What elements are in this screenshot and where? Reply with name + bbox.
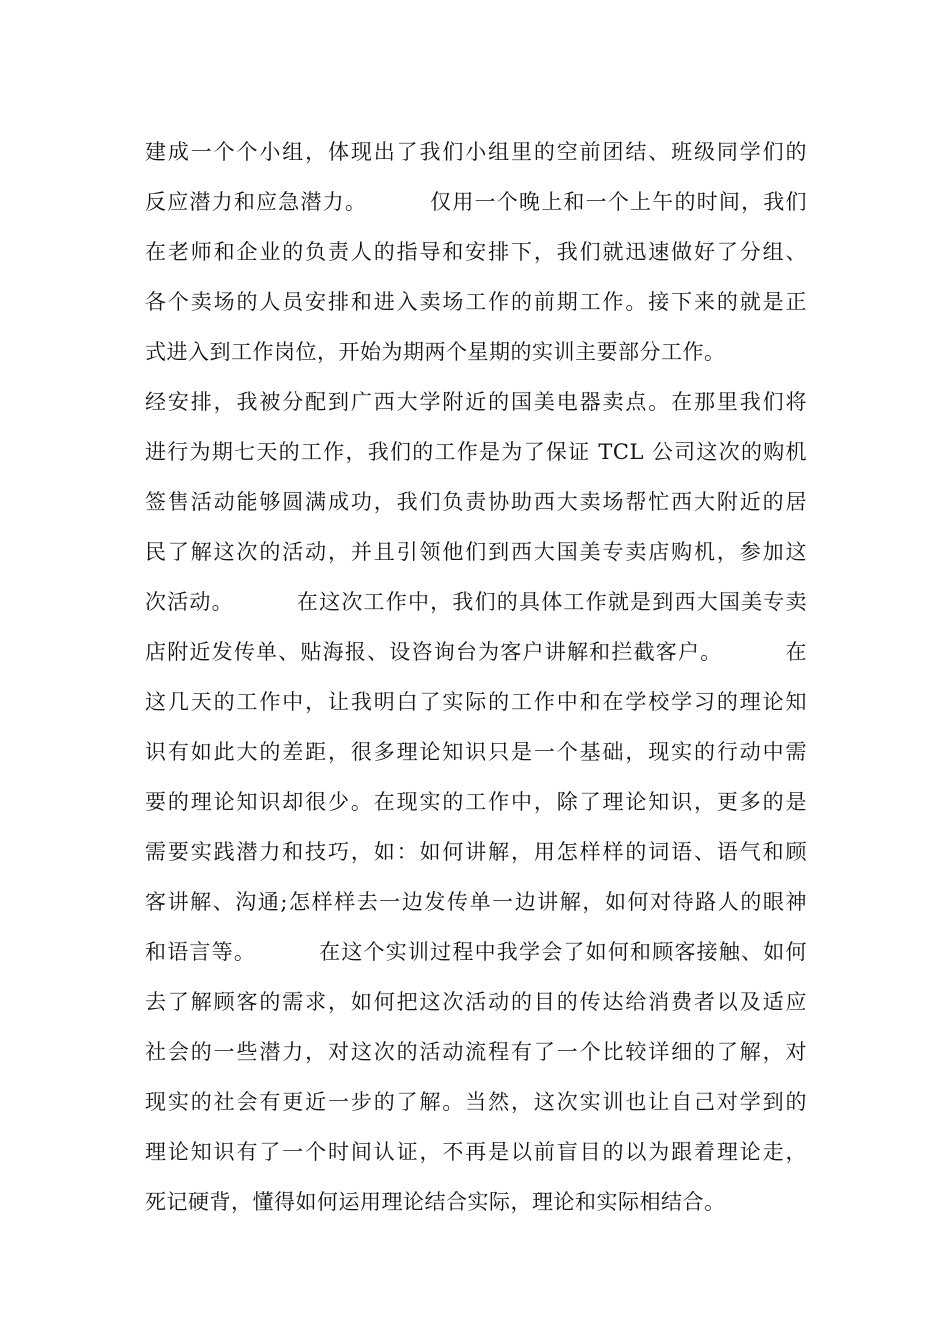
text-line: 反应潜力和应急潜力。 仅用一个晚上和一个上午的时间，我们 bbox=[145, 190, 807, 214]
text-line: 去了解顾客的需求，如何把这次活动的目的传达给消费者以及适应 bbox=[145, 990, 807, 1014]
text-line: 客讲解、沟通;怎样样去一边发传单一边讲解，如何对待路人的眼神 bbox=[145, 890, 807, 914]
text-line: 店附近发传单、贴海报、设咨询台为客户讲解和拦截客户。 在 bbox=[145, 640, 807, 664]
text-line: 在老师和企业的负责人的指导和安排下，我们就迅速做好了分组、 bbox=[145, 240, 807, 264]
text-line: 民了解这次的活动，并且引领他们到西大国美专卖店购机，参加这 bbox=[145, 540, 807, 564]
text-line: 经安排，我被分配到广西大学附近的国美电器卖点。在那里我们将 bbox=[145, 390, 807, 414]
text-line: 各个卖场的人员安排和进入卖场工作的前期工作。接下来的就是正 bbox=[145, 290, 807, 314]
text-line: 和语言等。 在这个实训过程中我学会了如何和顾客接触、如何 bbox=[145, 940, 807, 964]
text-line: 要的理论知识却很少。在现实的工作中，除了理论知识，更多的是 bbox=[145, 790, 807, 814]
text-line: 这几天的工作中，让我明白了实际的工作中和在学校学习的理论知 bbox=[145, 690, 807, 714]
text-line: 死记硬背，懂得如何运用理论结合实际，理论和实际相结合。 bbox=[145, 1190, 726, 1214]
text-line: 理论知识有了一个时间认证，不再是以前盲目的以为跟着理论走， bbox=[145, 1140, 807, 1164]
text-line: 需要实践潜力和技巧，如：如何讲解，用怎样样的词语、语气和顾 bbox=[145, 840, 807, 864]
text-line: 次活动。 在这次工作中，我们的具体工作就是到西大国美专卖 bbox=[145, 590, 807, 614]
text-line: 现实的社会有更近一步的了解。当然，这次实训也让自己对学到的 bbox=[145, 1090, 807, 1114]
text-line: 社会的一些潜力，对这次的活动流程有了一个比较详细的了解，对 bbox=[145, 1040, 807, 1064]
text-line: 识有如此大的差距，很多理论知识只是一个基础，现实的行动中需 bbox=[145, 740, 807, 764]
text-line: 建成一个个小组，体现出了我们小组里的空前团结、班级同学们的 bbox=[145, 140, 807, 164]
text-line: 式进入到工作岗位，开始为期两个星期的实训主要部分工作。 bbox=[145, 340, 726, 364]
text-line: 签售活动能够圆满成功，我们负责协助西大卖场帮忙西大附近的居 bbox=[145, 490, 807, 514]
text-line: 进行为期七天的工作，我们的工作是为了保证 TCL 公司这次的购机 bbox=[145, 440, 807, 464]
